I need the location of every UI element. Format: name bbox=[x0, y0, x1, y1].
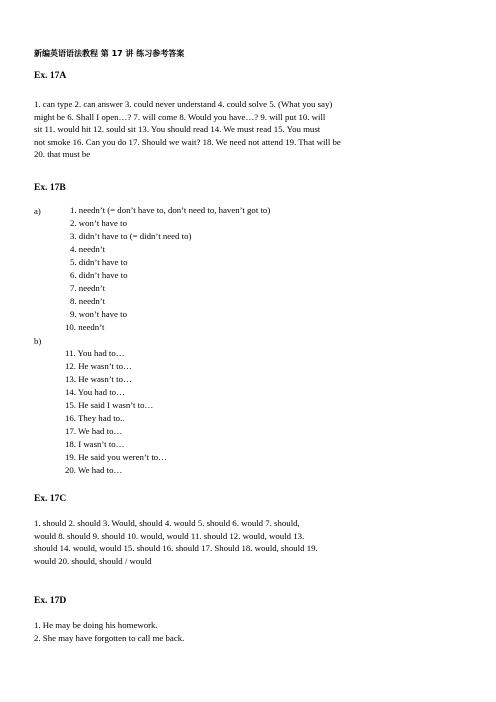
part-a-item: 7. needn’t bbox=[70, 283, 106, 293]
ex17a-line: sit 11. would hit 12. sould sit 13. You should read 14. We must read 15. You must bbox=[34, 124, 321, 135]
ex17a-answers bbox=[34, 98, 448, 161]
part-a-item: 9. won’t have to bbox=[70, 309, 128, 319]
part-b-item: 19. He said you weren’t to… bbox=[65, 452, 167, 462]
ex17c-line: would 20. should, should / would bbox=[34, 555, 152, 566]
ex17a-heading: Ex. 17A bbox=[34, 71, 67, 81]
part-b-item: 20. We had to… bbox=[65, 465, 123, 475]
part-a-item: 3. didn’t have to (= didn’t need to) bbox=[70, 231, 192, 241]
ex17c-line: would 8. should 9. should 10. would, would 11. should 12. would, would 13. bbox=[34, 530, 305, 541]
part-a-item: 1. needn’t (= don’t have to, don’t need to, haven’t got to) bbox=[70, 205, 271, 215]
ex17c-line: should 14. would, would 15. should 16. should 17. Should 18. would, should 19. bbox=[34, 543, 318, 554]
ex17d-heading: Ex. 17D bbox=[34, 596, 67, 606]
part-a-item: 5. didn’t have to bbox=[70, 257, 128, 267]
part-a-label: a) bbox=[34, 206, 41, 216]
part-b-item: 15. He said I wasn’t to… bbox=[65, 400, 154, 410]
part-b-item: 12. He wasn’t to… bbox=[65, 361, 132, 371]
part-b-item: 14. You had to… bbox=[65, 387, 125, 397]
ex17c-answers bbox=[34, 517, 448, 567]
part-b-item: 11. You had to… bbox=[65, 348, 125, 358]
ex17d-item: 2. She may have forgotten to call me back. bbox=[34, 633, 185, 643]
ex17a-line: 1. can type 2. can answer 3. could never understand 4. could solve 5. (What you say) bbox=[34, 99, 333, 109]
ex17c-heading: Ex. 17C bbox=[34, 494, 67, 504]
part-b-item: 13. He wasn’t to… bbox=[65, 374, 132, 384]
ex17c-line: 1. should 2. should 3. Would, should 4. would 5. should 6. would 7. should, bbox=[34, 518, 300, 528]
part-a-item: 4. needn’t bbox=[70, 244, 106, 254]
part-b-item: 18. I wasn’t to… bbox=[65, 439, 125, 449]
ex17d-item: 1. He may be doing his homework. bbox=[34, 620, 158, 630]
part-a-item: 10. needn’t bbox=[65, 322, 105, 332]
ex17a-line: might be 6. Shall I open…? 7. will come 8. Would you have…? 9. will put 10. will bbox=[34, 111, 326, 122]
ex17a-line: not smoke 16. Can you do 17. Should we wait? 18. We need not attend 19. That will be bbox=[34, 136, 341, 147]
document-title: 新编英语语法教程 第 17 讲 练习参考答案 bbox=[34, 49, 185, 58]
ex17a-line: 20. that must be bbox=[34, 149, 91, 160]
part-a-item: 8. needn’t bbox=[70, 296, 106, 306]
part-a-item: 2. won’t have to bbox=[70, 218, 128, 228]
part-b-item: 17. We had to… bbox=[65, 426, 123, 436]
ex17b-heading: Ex. 17B bbox=[34, 183, 66, 193]
part-b-label: b) bbox=[34, 336, 42, 346]
part-a-item: 6. didn’t have to bbox=[70, 270, 128, 280]
part-b-item: 16. They had to.. bbox=[65, 413, 125, 423]
